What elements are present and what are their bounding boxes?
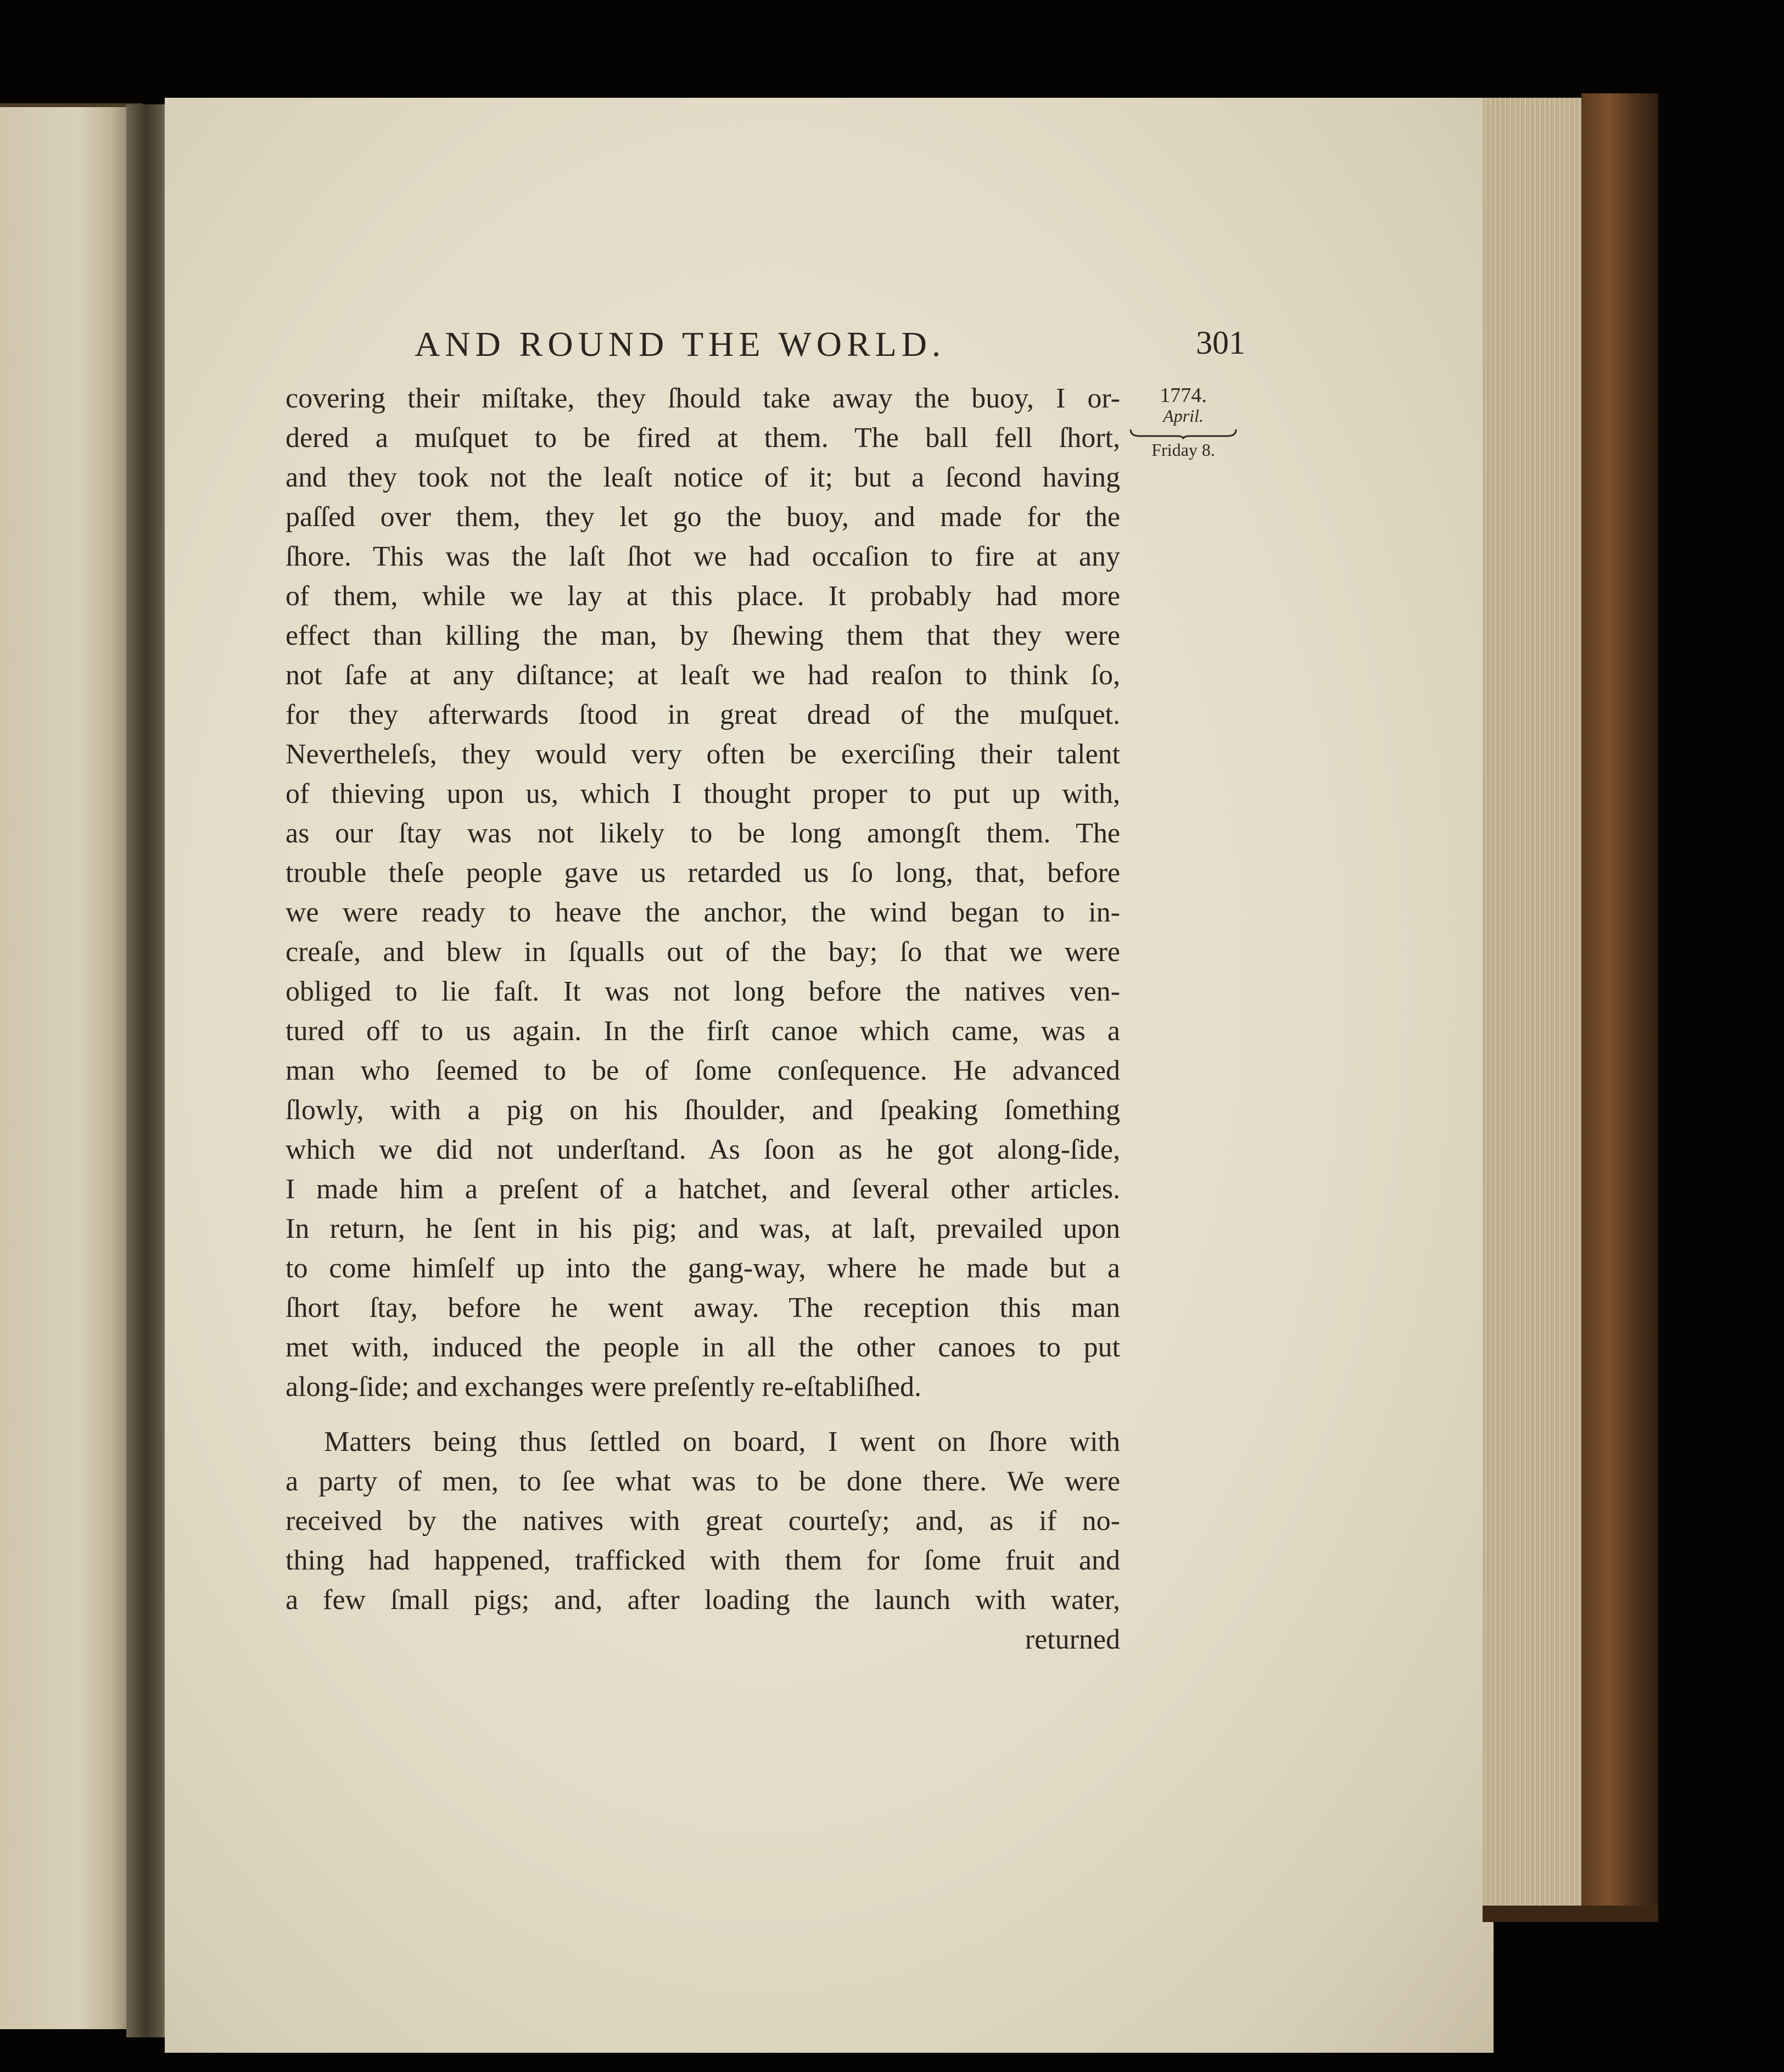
text-line: of them, while we lay at this place. It probably had more [286, 580, 1120, 612]
text-line: I made him a preſent of a hatchet, and ſeveral other articles. [286, 1174, 1120, 1205]
text-line: received by the natives with great courteſy; and, as if no- [286, 1505, 1120, 1537]
cover-bottom-edge [1483, 1906, 1658, 1922]
paragraph-container [286, 379, 1120, 1620]
text-line: creaſe, and blew in ſqualls out of the bay; ſo that we were [286, 936, 1120, 968]
text-line: Nevertheleſs, they would very often be exerciſing their talent [286, 739, 1120, 770]
brace-icon [1128, 427, 1238, 439]
text-line: dered a muſquet to be fired at them. The ball fell ſhort, [286, 422, 1120, 454]
text-line: to come himſelf up into the gang-way, where he made but a [286, 1253, 1120, 1284]
text-line: trouble theſe people gave us retarded us ſo long, that, before [286, 857, 1120, 889]
text-line: and they took not the leaſt notice of it; but a ſecond having [286, 462, 1120, 493]
page-number: 301 [1196, 325, 1245, 361]
text-line: thing had happened, trafficked with them for ſome fruit and [286, 1545, 1120, 1576]
text-line: effect than killing the man, by ſhewing them that they were [286, 620, 1120, 651]
text-line: along-ſide; and exchanges were preſently re-eſtabliſhed. [286, 1371, 921, 1403]
page-edges [1483, 98, 1592, 1915]
margin-note-month: April. [1163, 406, 1204, 426]
text-line: man who ſeemed to be of ſome conſequence. He advanced [286, 1055, 1120, 1086]
catchword: returned [1025, 1624, 1120, 1655]
text-line: we were ready to heave the anchor, the wind began to in- [286, 897, 1120, 928]
text-line: as our ſtay was not likely to be long amongſt them. The [286, 818, 1120, 849]
margin-note-year: 1774. [1160, 384, 1207, 407]
body-text [286, 379, 1120, 1660]
text-line: ſhort ſtay, before he went away. The reception this man [286, 1292, 1120, 1323]
paragraph-gap [286, 1407, 1120, 1422]
text-line: of thieving upon us, which I thought proper to put up with, [286, 778, 1120, 809]
text-line: a few ſmall pigs; and, after loading the launch with water, [286, 1584, 1120, 1616]
text-line: met with, induced the people in all the other canoes to put [286, 1332, 1120, 1363]
margin-note [1120, 384, 1246, 460]
margin-note-day: Friday 8. [1151, 440, 1215, 460]
paragraph [286, 379, 1120, 1407]
text-line: which we did not underſtand. As ſoon as he got along-ſide, [286, 1134, 1120, 1165]
running-title: AND ROUND THE WORLD. [415, 325, 946, 364]
text-line: tured off to us again. In the firſt canoe which came, was a [286, 1015, 1120, 1047]
paragraph [286, 1422, 1120, 1620]
text-line: covering their miſtake, they ſhould take away the buoy, I or- [286, 383, 1120, 414]
text-line: obliged to lie faſt. It was not long before the natives ven- [286, 976, 1120, 1007]
text-line: for they afterwards ſtood in great dread of the muſquet. [286, 699, 1120, 730]
text-line: ſhore. This was the laſt ſhot we had occaſion to fire at any [286, 541, 1120, 572]
left-page [0, 107, 132, 2029]
text-line: In return, he ſent in his pig; and was, at laſt, prevailed upon [286, 1213, 1120, 1244]
text-line: not ſafe at any diſtance; at leaſt we had reaſon to think ſo, [286, 660, 1120, 691]
text-line: ſlowly, with a pig on his ſhoulder, and ſpeaking ſomething [286, 1094, 1120, 1126]
text-line: Matters being thus ſettled on board, I went on ſhore with [324, 1426, 1120, 1457]
text-line: a party of men, to ſee what was to be done there. We were [286, 1466, 1120, 1497]
text-line: paſſed over them, they let go the buoy, and made for the [286, 501, 1120, 533]
leather-cover [1581, 93, 1658, 1906]
